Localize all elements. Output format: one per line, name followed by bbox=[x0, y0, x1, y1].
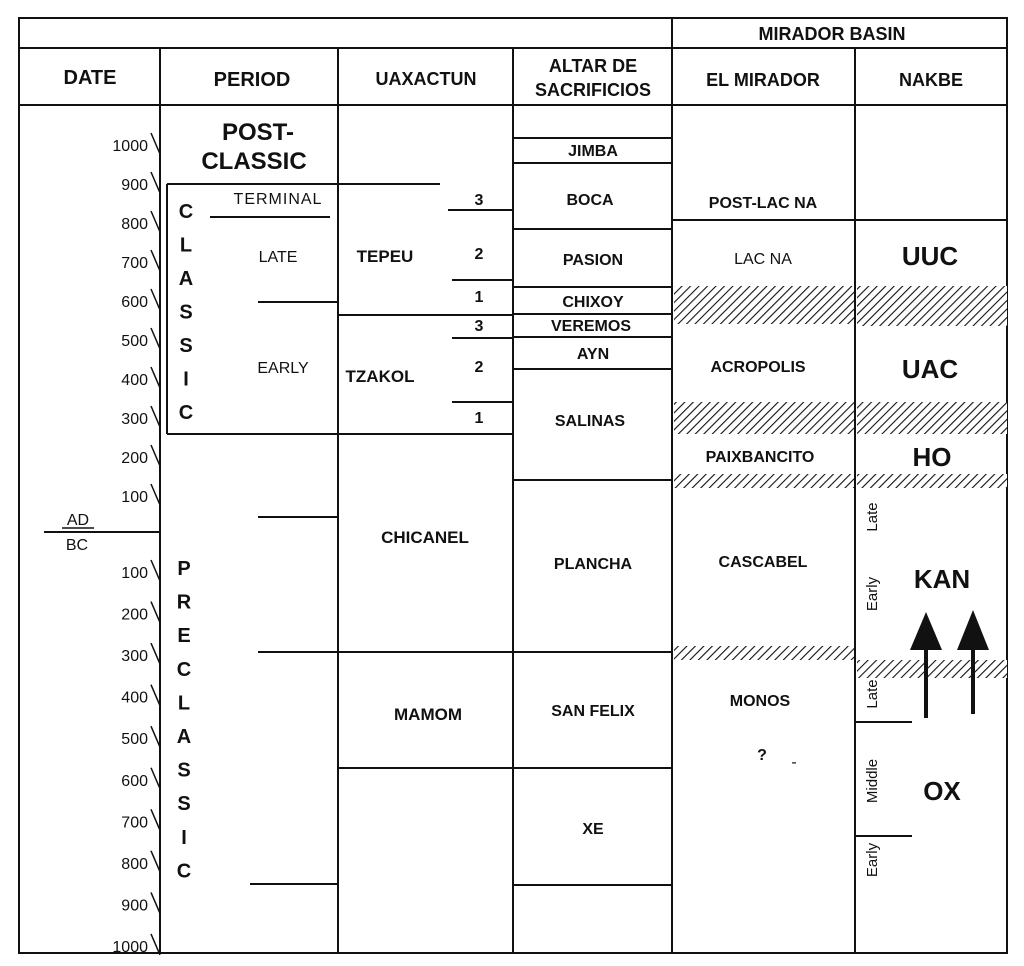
mirador-paixbancito: PAIXBANCITO bbox=[705, 449, 815, 466]
header-el-mirador: EL MIRADOR bbox=[706, 70, 820, 90]
altar-salinas: SALINAS bbox=[554, 413, 626, 430]
date-scale bbox=[112, 133, 160, 956]
period-late: LATE bbox=[258, 249, 298, 266]
preclassic-letter: C bbox=[176, 658, 192, 681]
date-tick-label: 600 bbox=[121, 294, 148, 311]
altar-san-felix: SAN FELIX bbox=[551, 703, 635, 720]
mirador-dash: - bbox=[791, 754, 797, 771]
date-tick-label: 300 bbox=[121, 411, 148, 428]
mirador-lac-na: LAC NA bbox=[734, 251, 792, 268]
date-tick-mark bbox=[151, 406, 160, 427]
altar-xe: XE bbox=[582, 821, 604, 838]
date-tick-label: 200 bbox=[121, 450, 148, 467]
date-tick-label: 1000 bbox=[112, 938, 148, 956]
period-terminal: TERMINAL bbox=[233, 191, 323, 208]
nakbe-kan: KAN bbox=[913, 564, 971, 594]
uax-tepeu: TEPEU bbox=[356, 247, 414, 266]
date-tick-mark bbox=[151, 560, 160, 581]
date-tick-label: 900 bbox=[121, 897, 148, 915]
mirador-hatch-4 bbox=[674, 646, 854, 660]
date-tick-label: 500 bbox=[121, 333, 148, 350]
preclassic-letter: S bbox=[177, 793, 191, 816]
preclassic-letter: A bbox=[176, 726, 192, 748]
header-period: PERIOD bbox=[213, 69, 291, 91]
altar-jimba: JIMBA bbox=[568, 143, 618, 160]
uax-tzakol-sub-3: 3 bbox=[474, 318, 484, 335]
classic-letter: C bbox=[178, 402, 194, 424]
uax-tzakol-sub-1: 1 bbox=[474, 410, 484, 427]
preclassic-letter: R bbox=[176, 591, 192, 614]
bc-label: BC bbox=[65, 537, 89, 554]
date-tick-label: 1000 bbox=[112, 138, 148, 155]
date-tick-mark bbox=[151, 768, 160, 789]
header-uaxactun: UAXACTUN bbox=[375, 69, 477, 89]
date-tick-mark bbox=[151, 726, 160, 747]
uax-tepeu-sub-3: 3 bbox=[474, 192, 484, 209]
preclassic-letter: S bbox=[177, 759, 191, 782]
period-postclassic-line1: POST- bbox=[221, 119, 295, 146]
header-altar-line2: SACRIFICIOS bbox=[534, 80, 652, 100]
nakbe-hatch-1 bbox=[857, 286, 1007, 326]
date-tick-mark bbox=[151, 367, 160, 388]
date-tick-label: 400 bbox=[121, 372, 148, 389]
preclassic-letter: L bbox=[177, 692, 191, 715]
date-tick-mark bbox=[151, 172, 160, 193]
nakbe-sub-early-2: Early bbox=[864, 842, 881, 878]
period-classic-vertical bbox=[179, 201, 193, 424]
altar-pasion: PASION bbox=[562, 252, 624, 269]
altar-chixoy: CHIXOY bbox=[562, 294, 624, 311]
preclassic-letter: P bbox=[177, 558, 191, 580]
date-tick-mark bbox=[151, 289, 160, 310]
mirador-acropolis: ACROPOLIS bbox=[710, 359, 806, 376]
date-tick-mark bbox=[151, 685, 160, 706]
period-early: EARLY bbox=[257, 360, 309, 377]
mirador-post-lac-na: POST-LAC NA bbox=[708, 195, 818, 212]
classic-letter: S bbox=[179, 301, 193, 324]
altar-veremos: VEREMOS bbox=[550, 318, 632, 335]
nakbe-hatch-3 bbox=[857, 474, 1007, 488]
classic-letter: S bbox=[179, 335, 193, 357]
nakbe-sub-late-2: Late bbox=[864, 679, 881, 709]
mirador-cascabel: CASCABEL bbox=[718, 554, 808, 571]
date-tick-mark bbox=[151, 643, 160, 664]
mirador-hatch-3 bbox=[674, 474, 854, 488]
uax-tepeu-sub-1: 1 bbox=[474, 289, 484, 306]
date-tick-mark bbox=[151, 445, 160, 466]
date-tick-label: 100 bbox=[121, 489, 148, 506]
date-tick-mark bbox=[151, 809, 160, 830]
date-tick-mark bbox=[151, 211, 160, 232]
mirador-question: ? bbox=[757, 747, 767, 764]
date-tick-mark bbox=[151, 250, 160, 271]
header-mirador-basin: MIRADOR BASIN bbox=[758, 24, 906, 44]
date-tick-label: 300 bbox=[121, 648, 148, 666]
uax-tzakol: TZAKOL bbox=[345, 367, 415, 386]
preclassic-letter: C bbox=[176, 860, 192, 883]
nakbe-ho: HO bbox=[912, 442, 952, 472]
date-tick-label: 800 bbox=[121, 216, 148, 233]
nakbe-arrow-right-head bbox=[957, 610, 989, 650]
nakbe-sub-middle: Middle bbox=[864, 758, 881, 804]
classic-letter: A bbox=[178, 268, 194, 290]
date-tick-label: 700 bbox=[121, 255, 148, 272]
nakbe-hatch-4 bbox=[857, 660, 1007, 678]
date-tick-label: 200 bbox=[121, 606, 148, 624]
classic-letter: L bbox=[179, 234, 193, 257]
nakbe-hatch-2 bbox=[857, 402, 1007, 434]
nakbe-sub-early-1: Early bbox=[864, 576, 881, 612]
date-tick-label: 500 bbox=[121, 731, 148, 749]
altar-ayn: AYN bbox=[576, 346, 610, 363]
period-postclassic-line2: CLASSIC bbox=[201, 148, 307, 175]
uax-mamom: MAMOM bbox=[394, 705, 462, 724]
date-tick-label: 400 bbox=[121, 689, 148, 707]
header-nakbe: NAKBE bbox=[898, 70, 964, 90]
date-tick-mark bbox=[151, 602, 160, 623]
date-tick-mark bbox=[151, 484, 160, 505]
preclassic-letter: I bbox=[181, 826, 187, 849]
date-tick-mark bbox=[151, 851, 160, 872]
date-tick-label: 800 bbox=[121, 855, 148, 873]
nakbe-sub-late-1: Late bbox=[864, 502, 881, 532]
classic-letter: C bbox=[178, 201, 194, 223]
mirador-hatch-2 bbox=[674, 402, 854, 434]
nakbe-ox: OX bbox=[923, 776, 961, 806]
date-tick-label: 600 bbox=[121, 772, 148, 790]
date-tick-label: 700 bbox=[121, 814, 148, 832]
classic-letter: I bbox=[183, 368, 189, 391]
nakbe-uac: UAC bbox=[901, 354, 959, 384]
nakbe-arrow-left-head bbox=[910, 612, 942, 650]
altar-plancha: PLANCHA bbox=[553, 556, 633, 573]
date-tick-mark bbox=[151, 934, 160, 955]
period-preclassic-vertical bbox=[177, 558, 192, 882]
altar-boca: BOCA bbox=[566, 192, 614, 209]
date-tick-label: 100 bbox=[121, 565, 148, 582]
mirador-hatch-1 bbox=[674, 286, 854, 324]
mirador-monos: MONOS bbox=[729, 693, 791, 710]
uax-chicanel: CHICANEL bbox=[381, 528, 469, 547]
header-altar-line1: ALTAR DE bbox=[548, 56, 638, 76]
uax-tzakol-sub-2: 2 bbox=[474, 359, 484, 376]
date-tick-mark bbox=[151, 133, 160, 154]
nakbe-uuc: UUC bbox=[901, 241, 959, 271]
preclassic-letter: E bbox=[177, 625, 191, 648]
date-tick-mark bbox=[151, 892, 160, 913]
uax-tepeu-sub-2: 2 bbox=[474, 246, 484, 263]
ad-label: AD bbox=[66, 512, 90, 529]
date-tick-mark bbox=[151, 328, 160, 349]
date-tick-label: 900 bbox=[121, 177, 148, 194]
header-date: DATE bbox=[63, 67, 117, 89]
